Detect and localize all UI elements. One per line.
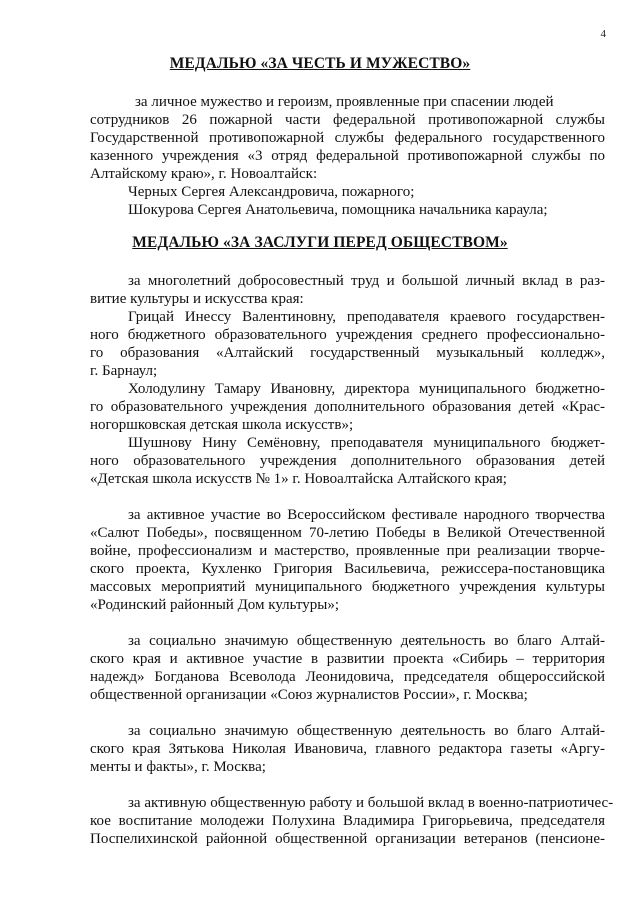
text-line: за активную общественную работу и большой вклад в военно-патриотичес- xyxy=(128,795,614,811)
text-line: ногоршковская детская школа искусств»; xyxy=(90,417,354,433)
text-line: го образования «Алтайский государственный музыкальный колледж», xyxy=(90,345,605,361)
text-line: ного образовательного учреждения дополнительного образования детей xyxy=(90,453,605,469)
section-heading-merits-society: МЕДАЛЬЮ «ЗА ЗАСЛУГИ ПЕРЕД ОБЩЕСТВОМ» xyxy=(132,234,508,251)
text-line: кое воспитание молодежи Полухина Владимира Григорьевича, председателя xyxy=(90,813,605,829)
text-line: Шушнову Нину Семёновну, преподавателя муниципального бюджет- xyxy=(128,435,605,451)
text-line: за личное мужество и героизм, проявленные при спасении людей xyxy=(135,94,554,110)
text-line: за социально значимую общественную деятельность во благо Алтай- xyxy=(128,633,605,649)
text-line: «Салют Победы», посвященном 70-летию Победы в Великой Отечественной xyxy=(90,525,605,541)
text-line: за социально значимую общественную деятельность во благо Алтай- xyxy=(128,723,605,739)
section-heading-honor-courage: МЕДАЛЬЮ «ЗА ЧЕСТЬ И МУЖЕСТВО» xyxy=(169,55,471,72)
text-line: «Родинский районный Дом культуры»; xyxy=(90,597,340,613)
text-line: «Детская школа искусств № 1» г. Новоалтайска Алтайского края; xyxy=(90,471,507,487)
text-line: казенного учреждения «3 отряд федеральной противопожарной службы по xyxy=(90,148,605,164)
text-line: общественной организации «Союз журналистов России», г. Москва; xyxy=(90,687,528,703)
text-line: надежд» Богданова Всеволода Леонидовича, председателя общероссийской xyxy=(90,669,605,685)
text-line: го образовательного учреждения дополнительного образования детей «Крас- xyxy=(90,399,605,415)
text-line: Грицай Инессу Валентиновну, преподавателя краевого государствен- xyxy=(128,309,605,325)
text-line: г. Барнаул; xyxy=(90,363,158,379)
text-line: Черных Сергея Александровича, пожарного; xyxy=(128,184,415,200)
text-line: за многолетний добросовестный труд и большой личный вклад в раз- xyxy=(128,273,605,289)
text-line: Государственной противопожарной службы федерального государственного xyxy=(90,130,605,146)
text-line: за активное участие во Всероссийском фестивале народного творчества xyxy=(128,507,605,523)
text-line: витие культуры и искусства края: xyxy=(90,291,304,307)
text-line: ского края и активное участие в развитии проекта «Сибирь – территория xyxy=(90,651,605,667)
text-line: ного бюджетного образовательного учреждения среднего профессионально- xyxy=(90,327,605,343)
text-line: массовых мероприятий муниципального бюджетного учреждения культуры xyxy=(90,579,605,595)
text-line: войне, профессионализм и мастерство, проявленные при реализации творче- xyxy=(90,543,605,559)
text-line: Алтайскому краю», г. Новоалтайск: xyxy=(90,166,318,182)
text-line: менты и факты», г. Москва; xyxy=(90,759,266,775)
text-line: Поспелихинской районной общественной организации ветеранов (пенсионе- xyxy=(90,831,605,847)
page-number: 4 xyxy=(600,28,606,40)
text-line: сотрудников 26 пожарной части федеральной противопожарной службы xyxy=(90,112,605,128)
text-line: Шокурова Сергея Анатольевича, помощника начальника караула; xyxy=(128,202,548,218)
text-line: Холодулину Тамару Ивановну, директора муниципального бюджетно- xyxy=(128,381,605,397)
text-line: ского края Зятькова Николая Ивановича, главного редактора газеты «Аргу- xyxy=(90,741,605,757)
text-line: ского проекта, Кухленко Григория Васильевича, режиссера-постановщика xyxy=(90,561,605,577)
